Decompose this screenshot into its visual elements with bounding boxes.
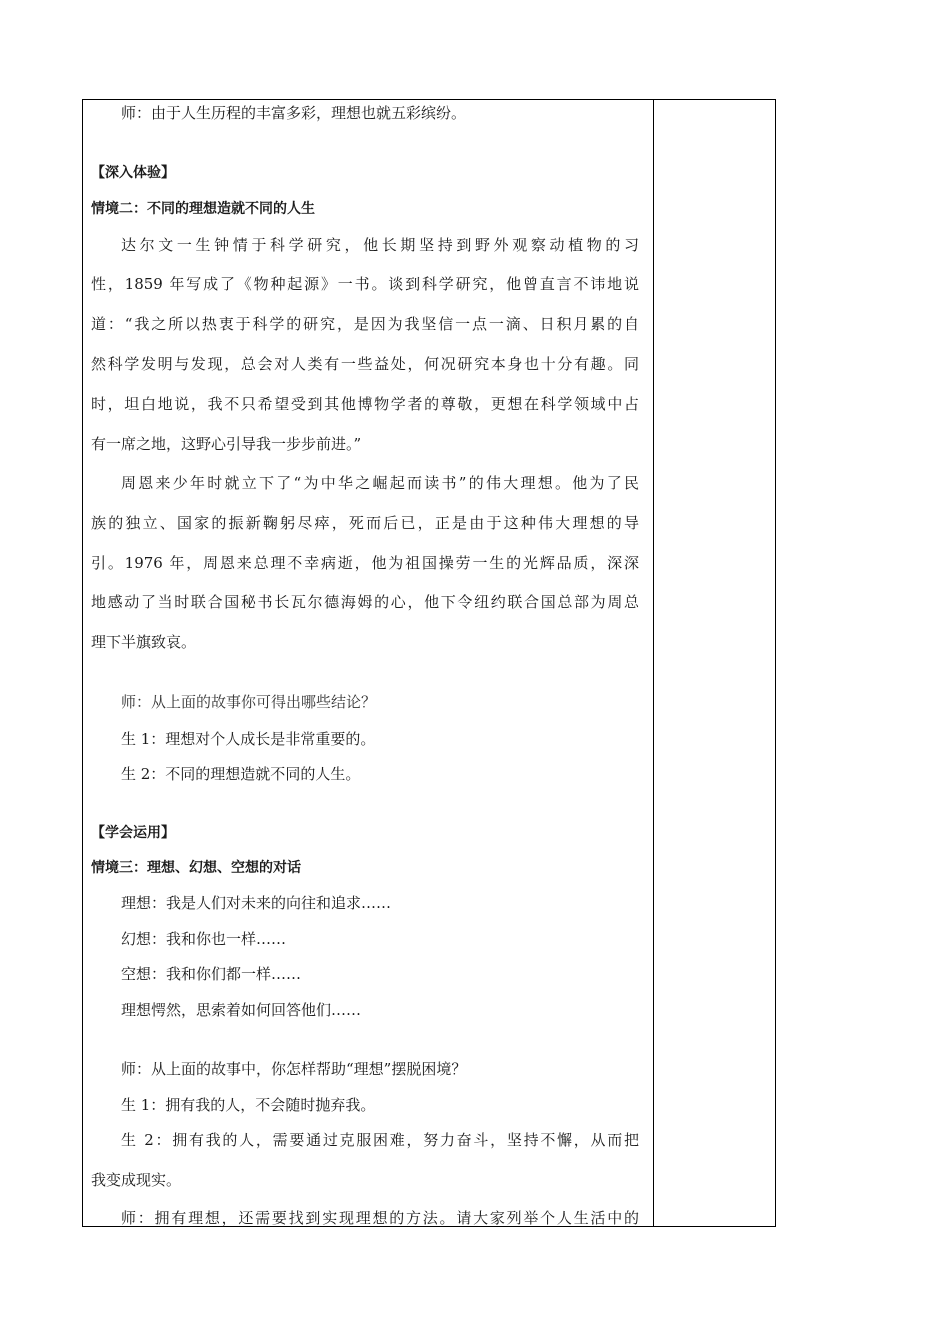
darwin-paragraph-line: 然科学发明与发现，总会对人类有一些益处，何况研究本身也十分有趣。同 [91,355,639,373]
dialogue-line: 幻想：我和你也一样…… [121,930,287,948]
zhou-paragraph-line: 周恩来少年时就立下了“为中华之崛起而读书”的伟大理想。他为了民 [121,474,639,492]
main-content-cell [83,100,653,1226]
student-answer: 生 1：理想对个人成长是非常重要的。 [121,730,376,748]
darwin-paragraph-line: 有一席之地，这野心引导我一步步前进。” [91,435,362,453]
lesson-table [82,99,776,1227]
student-answer: 生 2：不同的理想造就不同的人生。 [121,765,361,783]
zhou-paragraph-line: 理下半旗致哀。 [91,633,197,651]
darwin-paragraph-line: 性，1859 年写成了《物种起源》一书。谈到科学研究，他曾直言不讳地说 [91,275,639,293]
student-answer: 生 1：拥有我的人，不会随时抛弃我。 [121,1096,376,1114]
zhou-paragraph-line: 引。1976 年，周恩来总理不幸病逝，他为祖国操劳一生的光辉品质，深深 [91,554,639,572]
student-answer: 生 2：拥有我的人，需要通过克服困难，努力奋斗，坚持不懈，从而把 [121,1131,639,1149]
notes-cell [654,100,775,1226]
teacher-line: 师：由于人生历程的丰富多彩，理想也就五彩缤纷。 [121,104,467,122]
darwin-paragraph-line: 道：“我之所以热衷于科学的研究，是因为我坚信一点一滴、日积月累的自 [91,315,639,333]
teacher-question: 师：从上面的故事你可得出哪些结论？ [121,693,377,711]
teacher-line: 师：拥有理想，还需要找到实现理想的方法。请大家列举个人生活中的 [121,1209,639,1227]
zhou-paragraph-line: 族的独立、国家的振新鞠躬尽瘁，死而后已，正是由于这种伟大理想的导 [91,514,639,532]
darwin-paragraph-line: 时，坦白地说，我不只希望受到其他博物学者的尊敬，更想在科学领域中占 [91,395,639,413]
student-answer: 我变成现实。 [91,1171,182,1189]
scenario-three-title: 情境三：理想、幻想、空想的对话 [91,860,301,876]
dialogue-line: 理想愕然，思索着如何回答他们…… [121,1001,362,1019]
dialogue-line: 理想：我是人们对未来的向往和追求…… [121,894,392,912]
section-heading-apply: 【学会运用】 [91,825,175,841]
section-heading-experience: 【深入体验】 [91,165,175,181]
darwin-paragraph-line: 达尔文一生钟情于科学研究，他长期坚持到野外观察动植物的习 [121,236,639,254]
dialogue-line: 空想：我和你们都一样…… [121,965,302,983]
zhou-paragraph-line: 地感动了当时联合国秘书长瓦尔德海姆的心，他下令纽约联合国总部为周总 [91,593,639,611]
scenario-two-title: 情境二：不同的理想造就不同的人生 [91,201,315,217]
teacher-question: 师：从上面的故事中，你怎样帮助“理想”摆脱困境？ [121,1060,467,1078]
